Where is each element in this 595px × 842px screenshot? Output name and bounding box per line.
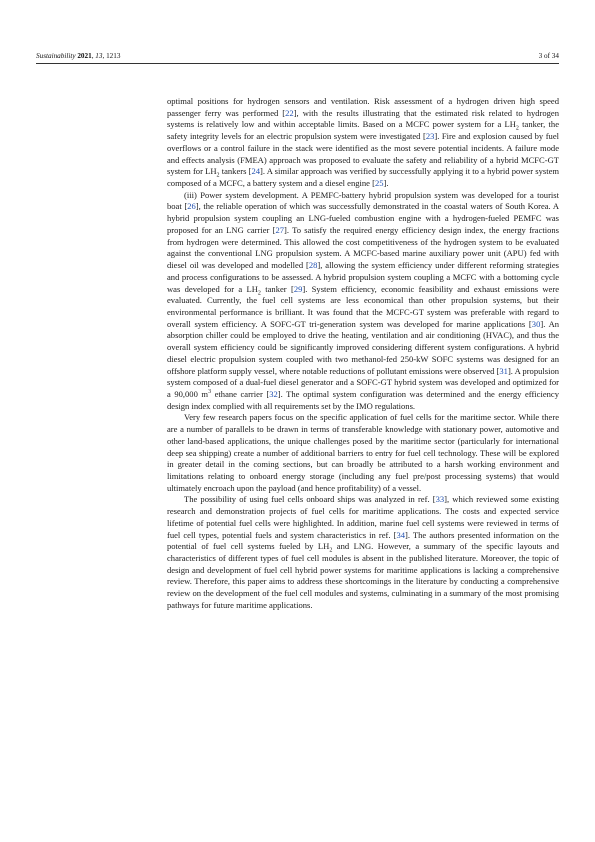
text-run: ], with the results illustrating that the estimated risk related to hydrogen systems is relatively low and within acceptable limits. Based on a MCFC power system for a LH	[167, 107, 559, 130]
text-run: ]. To satisfy the required energy efficiency design index, the energy fractions from hydrogen were determined. This allowed the cost competitiveness of the hydrogen system to be evaluated against the conventional LNG propulsion system. A MCFC-based marine auxiliary power unit (APU) fed with diesel oil was developed and modelled [	[167, 224, 559, 271]
text-run: and LNG. However, a summary of the specific layouts and characteristics of different types of fuel cell modules is absent in the published literature. Moreover, the topic of design and development of fuel cell hybrid power systems for maritime applications is lacking a comprehensive review. Therefore, this paper aims to address these shortcomings in the literature by conducting a comprehensive review on the development of the fuel cell modules and systems, culminating in a summary of the most promising pathways for future maritime applications.	[167, 541, 559, 610]
journal-name: Sustainability	[36, 52, 76, 60]
text-run: ]. A similar approach was verified by successfully applying it to a hybrid power system composed of a MCFC, a battery system and a diesel engine [	[167, 166, 560, 189]
text-run: Very few research papers focus on the specific application of fuel cells for the maritime sector. While there are a number of parallels to be drawn in terms of transferable knowledge with stationary power, automotive and other land-based applications, the unique challenges posed by the maritime sector (particularly for international deep sea shipping) create a number of additional barriers to entry for fuel cell technology. These will be explored in greater detail in the coming sections, but can broadly be attributed to a harsh working environment and limitations relating to onboard energy storage (including any fuel pre/post processing systems) that would ultimately encroach upon the payload (and hence profitability) of a vessel.	[167, 412, 559, 493]
subscript: 2	[216, 173, 220, 180]
text-run: ], which reviewed some existing research and demonstration projects of fuel cells for maritime applications. The costs and expected service lifetime of potential fuel cells were highlighted. In addition, marine fuel cell systems were reviewed in terms of fuel cell types, potential fuels and system characteristics in ref. [	[167, 494, 560, 540]
citation-year: 2021	[77, 52, 92, 60]
citation-link[interactable]: 23	[425, 131, 435, 142]
citation-article: 1213	[106, 52, 121, 60]
text-run: ]. The optimal system configuration was determined and the energy efficiency design index complied with all requirements set by the IMO regulations.	[167, 388, 559, 411]
citation-link[interactable]: 30	[531, 318, 541, 329]
citation-link[interactable]: 28	[308, 260, 318, 271]
text-run: ], the reliable operation of which was successfully demonstrated in the coastal waters of South Korea. A hybrid propulsion system coupling an LNG-fueled combustion engine with a hydrogen-fueled PEMFC was proposed for an LNG carrier [	[167, 201, 559, 235]
text-run: The possibility of using fuel cells onboard ships was analyzed in ref. [	[184, 494, 436, 505]
citation-link[interactable]: 24	[251, 166, 261, 177]
paragraph	[167, 190, 559, 413]
text-run: ]. A propulsion system composed of a dual-fuel diesel generator and a SOFC-GT hybrid system was developed and optimized for a 90,000 m	[167, 365, 559, 399]
superscript: 3	[208, 389, 212, 396]
citation-link[interactable]: 34	[396, 529, 405, 540]
page-number: 3 of 34	[538, 52, 559, 60]
text-run: optimal positions for hydrogen sensors and ventilation. Risk assessment of a hydrogen driven high speed passenger ferry was performed [	[167, 96, 559, 118]
journal-citation: Sustainability 2021, 13, 1213	[36, 52, 121, 60]
text-run: ]. The authors presented information on the potential of fuel cell systems fueled by LH	[167, 529, 559, 552]
text-run: tankers [	[219, 166, 252, 177]
text-run: tanker [	[260, 283, 294, 294]
subscript: 2	[329, 548, 333, 555]
citation-link[interactable]: 32	[269, 388, 278, 399]
text-run: ]. System efficiency, economic feasibility and exhaust emissions were evaluated. Currently, the fuel cell systems are less economical than other propulsion systems, but their environmental performance is brilliant. It was found that the MCFC-GT system was preferable with regard to overall system efficiency. A SOFC-GT tri-generation system was developed for marine applications [	[167, 283, 559, 329]
subscript: 2	[257, 290, 261, 297]
citation-link[interactable]: 26	[187, 201, 196, 212]
paragraph	[167, 494, 559, 611]
text-run: (iii) Power system development. A PEMFC-battery hybrid propulsion system was developed for a tourist boat [	[167, 189, 559, 212]
citation-link[interactable]: 22	[285, 107, 294, 118]
text-run: ]. An absorption chiller could be employed to drive the heating, ventilation and air conditioning (HVAC), and thus the overall system efficiency could be significantly improved considering different system configurations. A hybrid diesel electric propulsion system coupled with two methanol-fed 250-kW SOFC systems was designed for an offshore platform supply vessel, where notable reductions of pollutant emissions were observed [	[167, 318, 560, 376]
text-run: ]. Fire and explosion caused by fuel overflows or a control failure in the stack were identified as the most severe potential incidents. A failure mode and effects analysis (FMEA) approach was proposed to evaluate the safety and reliability of a hybrid MCFC-GT system for LH	[167, 131, 559, 177]
citation-link[interactable]: 25	[374, 178, 384, 189]
text-run: ethane carrier [	[211, 388, 270, 399]
citation-link[interactable]: 27	[275, 224, 284, 235]
citation-volume: 13	[95, 52, 103, 60]
header-divider	[36, 63, 559, 64]
body-text	[167, 96, 559, 612]
citation-link[interactable]: 31	[499, 365, 508, 376]
paragraph	[167, 96, 559, 190]
citation-link[interactable]: 29	[293, 283, 303, 294]
text-run: tanker, the safety integrity levels for an electric propulsion system were investigated [	[167, 119, 559, 142]
text-run: ], allowing the system efficiency under different reforming strategies and process configurations to be assessed. A hybrid propulsion system coupling a MCFC with a bottoming cycle was developed for a LH	[167, 260, 559, 294]
subscript: 2	[515, 126, 519, 133]
paragraph	[167, 412, 559, 494]
citation-link[interactable]: 33	[435, 494, 445, 505]
text-run: ].	[383, 178, 389, 189]
